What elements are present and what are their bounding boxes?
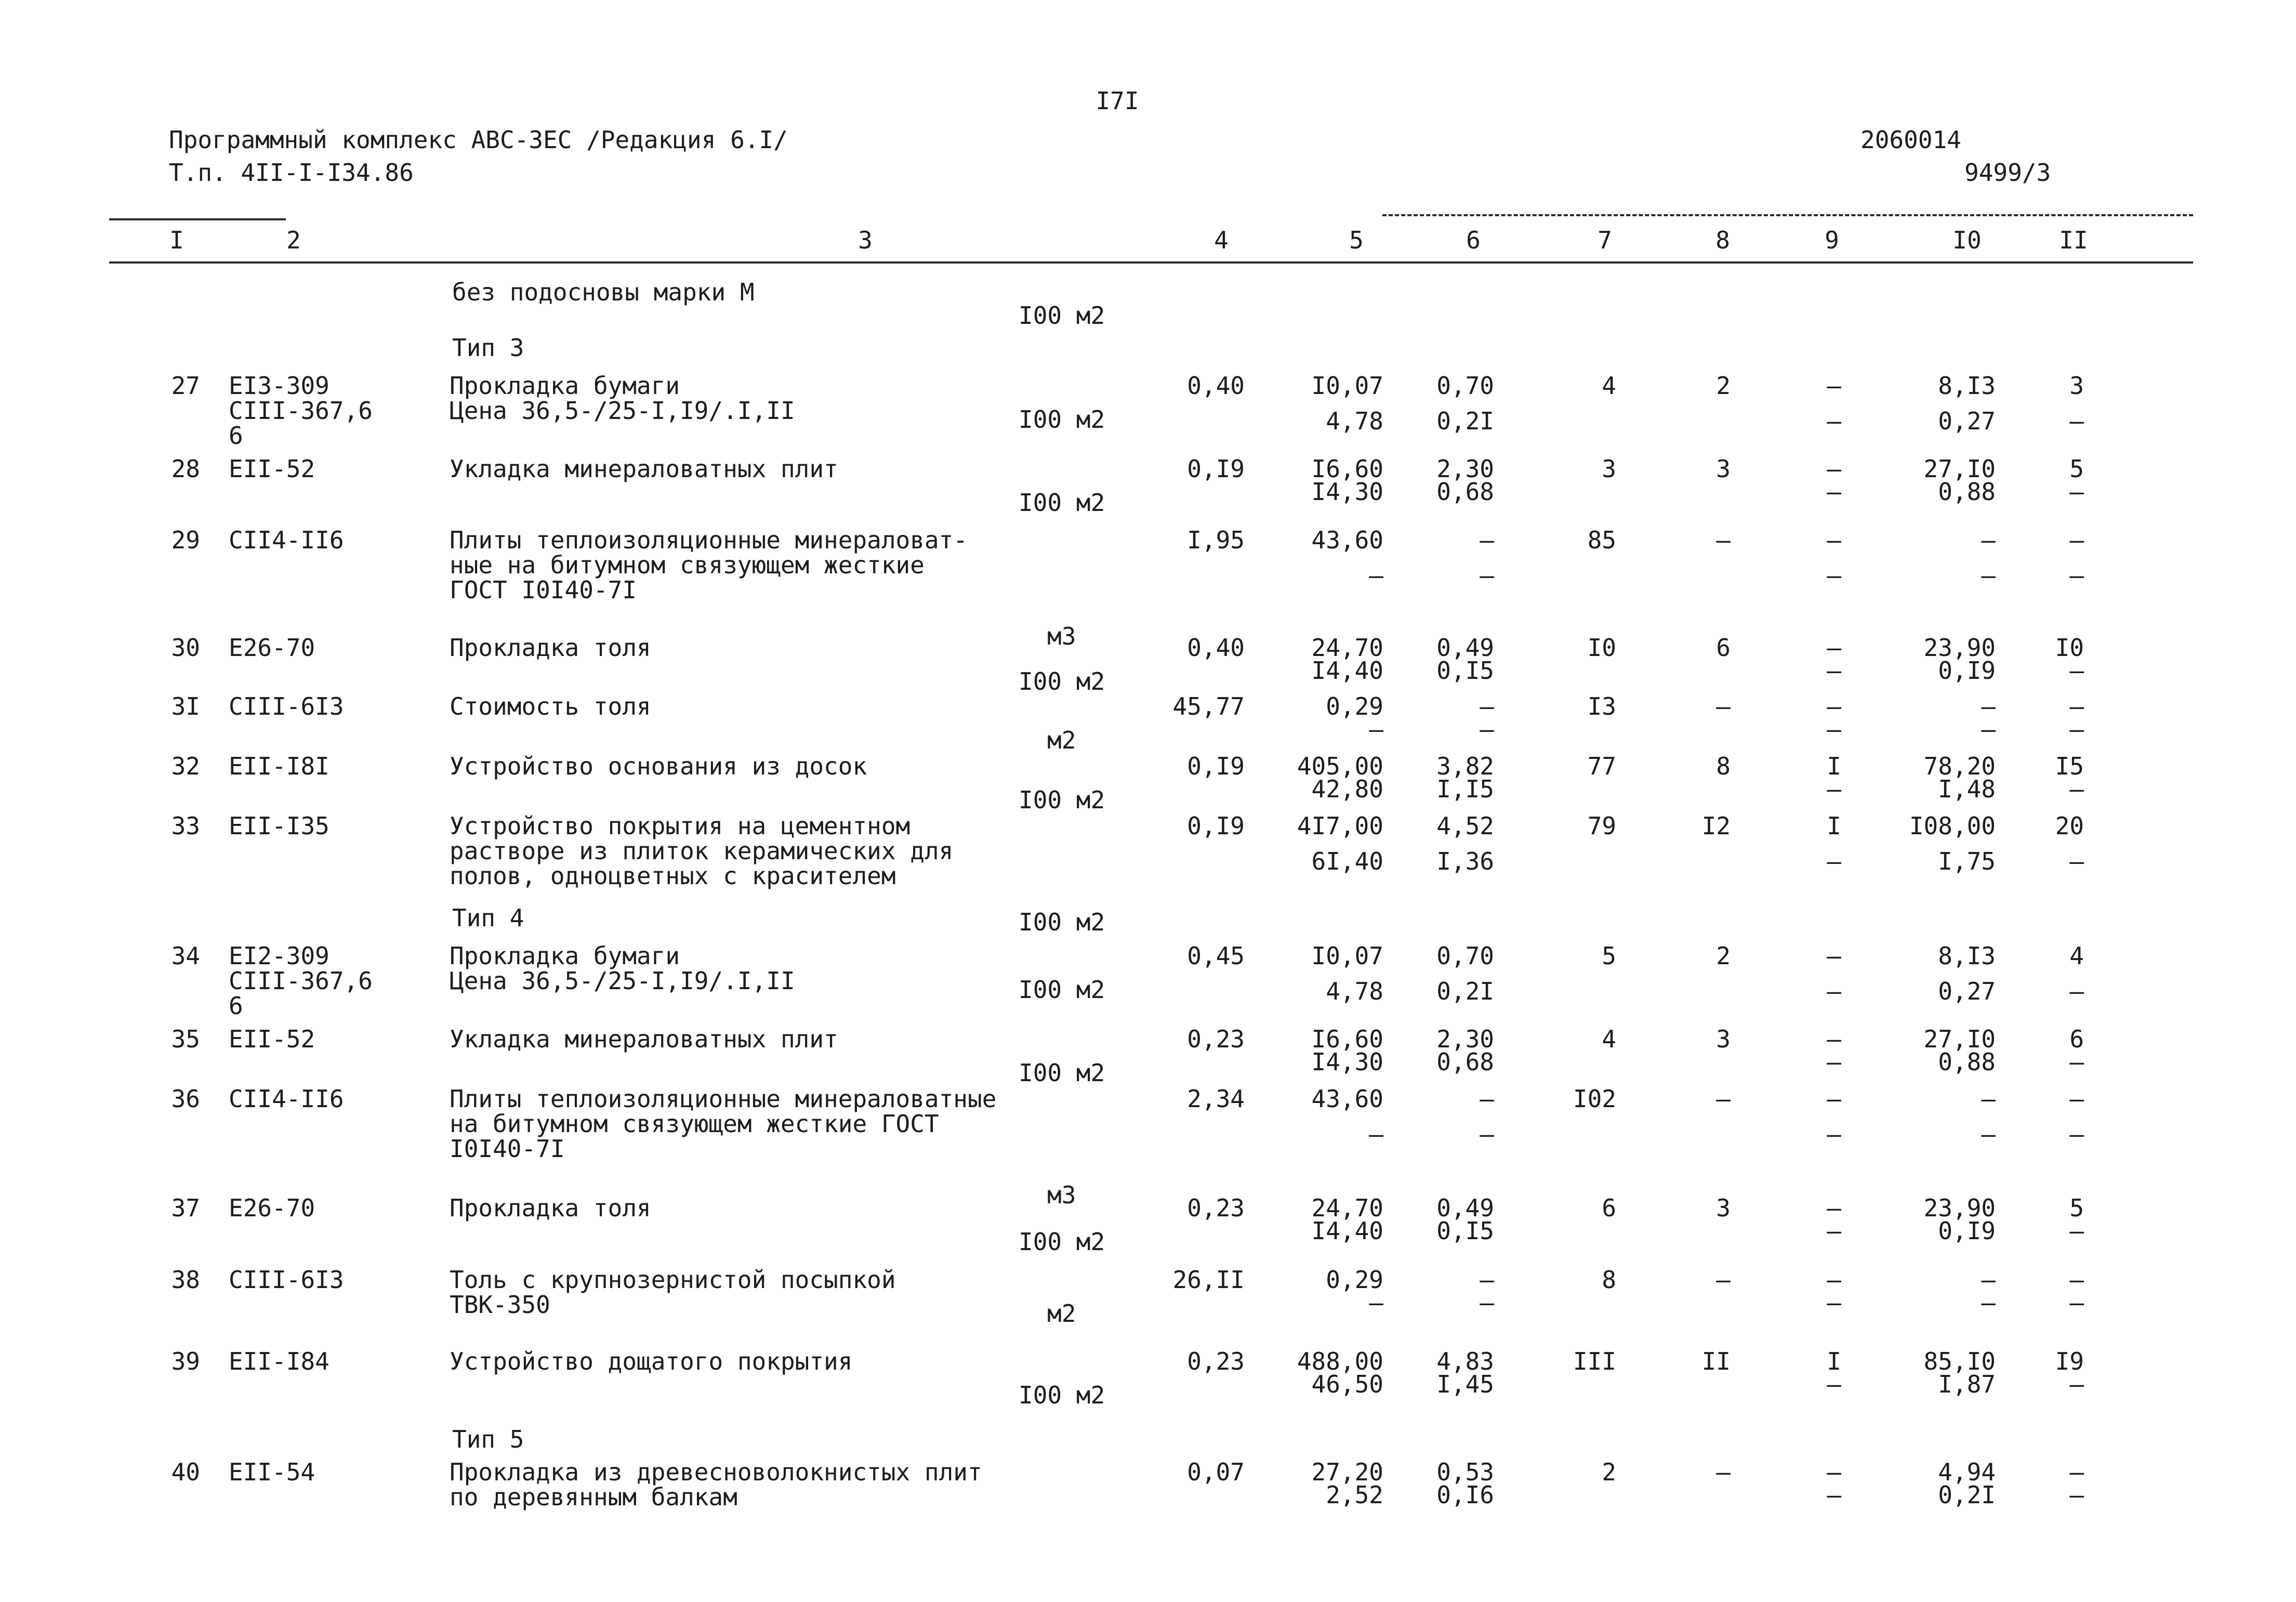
cell-c11a: 3 — [2069, 372, 2084, 400]
cell-c4: 0,23 — [1187, 1025, 1245, 1053]
cell-c9a: – — [1827, 526, 1841, 554]
cell-c6b: 0,68 — [1436, 1048, 1494, 1076]
continuation-unit: I00 м2 — [1019, 301, 1105, 330]
work-description: Плиты теплоизоляционные минераловатные на битумном связующем жесткие ГОСТ I0I40-7I — [450, 1085, 997, 1163]
cell-c5b: I4,30 — [1311, 1048, 1383, 1076]
cell-c11a: 20 — [2055, 812, 2084, 840]
program-title: Программный комплекс АВС-ЗЕС /Редакция 6.I/ — [169, 126, 788, 154]
cell-c8: – — [1716, 526, 1731, 554]
cell-c11b: – — [2069, 1048, 2084, 1076]
work-description: Устройство основания из досок — [450, 752, 867, 780]
cell-c11b: – — [2069, 775, 2084, 803]
cell-c10b: – — [1981, 561, 1996, 589]
cell-c9b: – — [1827, 1120, 1841, 1148]
cell-c8: I2 — [1701, 812, 1731, 840]
cell-c10b: 0,27 — [1938, 977, 1996, 1005]
work-description: Стоимость толя — [450, 692, 651, 720]
cell-c5a: 27,20 — [1311, 1458, 1383, 1486]
cell-c8: 3 — [1716, 455, 1731, 483]
cell-c7: I02 — [1573, 1085, 1616, 1113]
cell-c7: 79 — [1587, 812, 1616, 840]
cell-c5b: 6I,40 — [1311, 847, 1383, 875]
rate-code: EII-52 — [229, 455, 315, 483]
cell-c10b: 0,88 — [1938, 478, 1996, 506]
cell-c5b: 2,52 — [1326, 1481, 1383, 1509]
work-description: Плиты теплоизоляционные минераловат- ные на битумном связующем жесткие ГОСТ I0I40-7I — [450, 526, 968, 604]
row-number: 40 — [171, 1458, 200, 1486]
cell-c9b: – — [1827, 1217, 1841, 1245]
header-rule-left — [109, 218, 286, 220]
cell-c6a: 0,70 — [1436, 372, 1494, 400]
section-title: Тип 4 — [452, 904, 524, 932]
cell-c10a: – — [1981, 692, 1996, 720]
work-description: Прокладка толя — [450, 1194, 651, 1222]
cell-c6b: – — [1480, 715, 1494, 743]
cell-c5a: 43,60 — [1311, 1085, 1383, 1113]
cell-c4: 0,40 — [1187, 372, 1245, 400]
cell-c11b: – — [2069, 478, 2084, 506]
work-description: Укладка минераловатных плит — [450, 1025, 838, 1053]
cell-c5a: I0,07 — [1311, 942, 1383, 970]
rate-code: EII-54 — [229, 1458, 315, 1486]
cell-c7: 6 — [1602, 1194, 1616, 1222]
column-header-11: II — [2059, 226, 2088, 254]
unit-of-measure: I00 м2 — [1019, 405, 1105, 434]
cell-c5a: 4I7,00 — [1297, 812, 1383, 840]
cell-c6a: 2,30 — [1436, 1025, 1494, 1053]
cell-c9b: – — [1827, 1370, 1841, 1398]
cell-c9b: – — [1827, 561, 1841, 589]
unit-of-measure: I00 м2 — [1019, 667, 1105, 695]
cell-c5b: 4,78 — [1326, 977, 1383, 1005]
cell-c4: 0,I9 — [1187, 752, 1245, 780]
unit-of-measure: м2 — [1047, 1299, 1076, 1328]
rate-code: EII-52 — [229, 1025, 315, 1053]
cell-c4: 0,23 — [1187, 1347, 1245, 1375]
cell-c5b: 4,78 — [1326, 407, 1383, 435]
cell-c6b: – — [1480, 561, 1494, 589]
rate-code: EII-I84 — [229, 1347, 329, 1375]
cell-c5a: 24,70 — [1311, 634, 1383, 662]
cell-c9a: – — [1827, 1085, 1841, 1113]
cell-c7: 4 — [1602, 372, 1616, 400]
cell-c9b: – — [1827, 407, 1841, 435]
cell-c5a: I6,60 — [1311, 455, 1383, 483]
cell-c9b: – — [1827, 977, 1841, 1005]
cell-c8: – — [1716, 1458, 1731, 1486]
cell-c8: – — [1716, 1266, 1731, 1294]
row-number: 36 — [171, 1085, 200, 1113]
cell-c10a: 23,90 — [1923, 1194, 1996, 1222]
cell-c9b: – — [1827, 715, 1841, 743]
cell-c9b: – — [1827, 478, 1841, 506]
cell-c5b: – — [1369, 715, 1383, 743]
cell-c6b: I,36 — [1436, 847, 1494, 875]
column-header-6: 6 — [1466, 226, 1481, 254]
cell-c9a: – — [1827, 372, 1841, 400]
cell-c7: I3 — [1587, 692, 1616, 720]
rate-code: E26-70 — [229, 634, 315, 662]
cell-c5a: 24,70 — [1311, 1194, 1383, 1222]
cell-c10b: 0,88 — [1938, 1048, 1996, 1076]
cell-c11a: I9 — [2055, 1347, 2084, 1375]
cell-c11a: – — [2069, 1085, 2084, 1113]
header-rule-bottom — [109, 261, 2193, 264]
cell-c4: 0,23 — [1187, 1194, 1245, 1222]
cell-c10a: 27,I0 — [1923, 455, 1996, 483]
cell-c4: 0,07 — [1187, 1458, 1245, 1486]
cell-c10b: I,48 — [1938, 775, 1996, 803]
cell-c11a: 5 — [2069, 1194, 2084, 1222]
work-description: Прокладка бумаги Цена 36,5-/25-I,I9/.I,II — [450, 372, 795, 425]
column-header-2: 2 — [286, 226, 301, 254]
cell-c10b: I,87 — [1938, 1370, 1996, 1398]
cell-c10a: – — [1981, 1085, 1996, 1113]
row-number: 37 — [171, 1194, 200, 1222]
cell-c11b: – — [2069, 715, 2084, 743]
cell-c11a: 4 — [2069, 942, 2084, 970]
cell-c5a: 405,00 — [1297, 752, 1383, 780]
cell-c6b: – — [1480, 1120, 1494, 1148]
cell-c11b: – — [2069, 1370, 2084, 1398]
cell-c6b: 0,2I — [1436, 407, 1494, 435]
cell-c5b: – — [1369, 561, 1383, 589]
cell-c4: 0,I9 — [1187, 455, 1245, 483]
cell-c9a: – — [1827, 1194, 1841, 1222]
work-description: Прокладка из древесноволокнистых плит по деревянным балкам — [450, 1458, 982, 1511]
cell-c7: 77 — [1587, 752, 1616, 780]
unit-of-measure: I00 м2 — [1019, 1228, 1105, 1256]
cell-c8: 6 — [1716, 634, 1731, 662]
unit-of-measure: I00 м2 — [1019, 489, 1105, 517]
column-header-8: 8 — [1716, 226, 1730, 254]
cell-c11a: I5 — [2055, 752, 2084, 780]
cell-c5b: I4,30 — [1311, 478, 1383, 506]
continuation-description: без подосновы марки М — [452, 278, 755, 306]
cell-c6b: I,45 — [1436, 1370, 1494, 1398]
cell-c10a: 8,I3 — [1938, 942, 1996, 970]
cell-c6b: 0,2I — [1436, 977, 1494, 1005]
cell-c9b: – — [1827, 656, 1841, 685]
cell-c11b: – — [2069, 656, 2084, 685]
column-header-9: 9 — [1825, 226, 1839, 254]
cell-c10a: I08,00 — [1909, 812, 1996, 840]
cell-c9a: – — [1827, 1458, 1841, 1486]
section-title: Тип 5 — [452, 1425, 524, 1453]
rate-code: CII4-II6 — [229, 1085, 344, 1113]
cell-c9b: – — [1827, 847, 1841, 875]
cell-c11b: – — [2069, 847, 2084, 875]
cell-c11b: – — [2069, 1481, 2084, 1509]
unit-of-measure: I00 м2 — [1019, 786, 1105, 814]
cell-c9b: – — [1827, 775, 1841, 803]
cell-c9a: – — [1827, 942, 1841, 970]
cell-c6a: – — [1480, 526, 1494, 554]
cell-c11a: – — [2069, 692, 2084, 720]
cell-c6a: 4,83 — [1436, 1347, 1494, 1375]
header-rule-top-right — [1382, 214, 2193, 216]
cell-c4: I,95 — [1187, 526, 1245, 554]
cell-c6a: – — [1480, 692, 1494, 720]
cell-c6a: 0,49 — [1436, 634, 1494, 662]
page-number: I7I — [1096, 87, 1139, 115]
cell-c6a: – — [1480, 1266, 1494, 1294]
unit-of-measure: м3 — [1047, 622, 1076, 650]
work-description: Укладка минерaловатных плит — [450, 455, 838, 483]
cell-c9a: – — [1827, 692, 1841, 720]
work-description: Толь с крупнозернистой посыпкой ТВК-350 — [450, 1266, 896, 1319]
cell-c10b: 0,2I — [1938, 1481, 1996, 1509]
cell-c6a: 0,49 — [1436, 1194, 1494, 1222]
cell-c8: – — [1716, 1085, 1731, 1113]
cell-c5b: – — [1369, 1289, 1383, 1317]
cell-c8: 2 — [1716, 942, 1731, 970]
cell-c7: 5 — [1602, 942, 1616, 970]
cell-c7: 2 — [1602, 1458, 1616, 1486]
cell-c9b: – — [1827, 1481, 1841, 1509]
cell-c9a: – — [1827, 1025, 1841, 1053]
cell-c9a: – — [1827, 634, 1841, 662]
work-description: Прокладка толя — [450, 634, 651, 662]
column-header-3: 3 — [858, 226, 873, 254]
rate-code: EI2-309 CIII-367,6 6 — [229, 942, 373, 1020]
cell-c10a: 23,90 — [1923, 634, 1996, 662]
cell-c7: 85 — [1587, 526, 1616, 554]
unit-of-measure: I00 м2 — [1019, 976, 1105, 1004]
unit-of-measure: м3 — [1047, 1181, 1076, 1209]
row-number: 33 — [171, 812, 200, 840]
cell-c4: 26,II — [1172, 1266, 1245, 1294]
cell-c4: 0,40 — [1187, 634, 1245, 662]
cell-c11b: – — [2069, 561, 2084, 589]
cell-c10a: 8,I3 — [1938, 372, 1996, 400]
cell-c5a: I6,60 — [1311, 1025, 1383, 1053]
cell-c5b: – — [1369, 1120, 1383, 1148]
cell-c10a: 78,20 — [1923, 752, 1996, 780]
cell-c6b: – — [1480, 1289, 1494, 1317]
cell-c5b: I4,40 — [1311, 1217, 1383, 1245]
rate-code: E26-70 — [229, 1194, 315, 1222]
rate-code: CIII-6I3 — [229, 1266, 344, 1294]
cell-c5a: I0,07 — [1311, 372, 1383, 400]
unit-of-measure: I00 м2 — [1019, 908, 1105, 936]
rate-code: EII-I35 — [229, 812, 329, 840]
cell-c4: 2,34 — [1187, 1085, 1245, 1113]
column-header-5: 5 — [1349, 226, 1364, 254]
row-number: 38 — [171, 1266, 200, 1294]
row-number: 32 — [171, 752, 200, 780]
cell-c6a: 4,52 — [1436, 812, 1494, 840]
document-code: 2060014 — [1860, 126, 1961, 154]
cell-c8: 3 — [1716, 1025, 1731, 1053]
cell-c10b: 0,27 — [1938, 407, 1996, 435]
cell-c11b: – — [2069, 1120, 2084, 1148]
cell-c10b: – — [1981, 1120, 1996, 1148]
cell-c11a: – — [2069, 1458, 2084, 1486]
column-header-10: I0 — [1952, 226, 1982, 254]
cell-c5a: 0,29 — [1326, 1266, 1383, 1294]
cell-c10b: – — [1981, 715, 1996, 743]
cell-c11b: – — [2069, 1289, 2084, 1317]
rate-code: CIII-6I3 — [229, 692, 344, 720]
cell-c5a: 43,60 — [1311, 526, 1383, 554]
cell-c7: 4 — [1602, 1025, 1616, 1053]
cell-c9b: – — [1827, 1289, 1841, 1317]
cell-c9a: I — [1827, 1347, 1841, 1375]
tp-reference: Т.п. 4II-I-I34.86 — [169, 159, 414, 187]
cell-c6b: I,I5 — [1436, 775, 1494, 803]
cell-c6b: 0,I6 — [1436, 1481, 1494, 1509]
cell-c4: 0,45 — [1187, 942, 1245, 970]
unit-of-measure: I00 м2 — [1019, 1381, 1105, 1409]
cell-c8: 2 — [1716, 372, 1731, 400]
cell-c6a: 3,82 — [1436, 752, 1494, 780]
cell-c5b: 42,80 — [1311, 775, 1383, 803]
row-number: 27 — [171, 372, 200, 400]
cell-c6a: 0,53 — [1436, 1458, 1494, 1486]
work-description: Устройство покрытия на цементном растворе из плиток керамических для полов, одноцветных с красителем — [450, 812, 954, 890]
column-header-7: 7 — [1598, 226, 1612, 254]
cell-c11a: I0 — [2055, 634, 2084, 662]
cell-c10b: 0,I9 — [1938, 1217, 1996, 1245]
rate-code: EII-I8I — [229, 752, 329, 780]
cell-c11b: – — [2069, 1217, 2084, 1245]
cell-c4: 45,77 — [1172, 692, 1245, 720]
row-number: 29 — [171, 526, 200, 554]
cell-c6b: 0,I5 — [1436, 1217, 1494, 1245]
cell-c9a: – — [1827, 455, 1841, 483]
cell-c10a: – — [1981, 526, 1996, 554]
cell-c7: 8 — [1602, 1266, 1616, 1294]
rate-code: CII4-II6 — [229, 526, 344, 554]
rate-code: EI3-309 CIII-367,6 6 — [229, 372, 373, 450]
cell-c5a: 488,00 — [1297, 1347, 1383, 1375]
cell-c8: 3 — [1716, 1194, 1731, 1222]
row-number: 34 — [171, 942, 200, 970]
cell-c10a: 4,94 — [1938, 1458, 1996, 1486]
document-number: 9499/3 — [1964, 159, 2051, 187]
cell-c8: II — [1701, 1347, 1731, 1375]
cell-c4: 0,I9 — [1187, 812, 1245, 840]
cell-c9a: I — [1827, 812, 1841, 840]
cell-c9a: – — [1827, 1266, 1841, 1294]
unit-of-measure: м2 — [1047, 726, 1076, 754]
cell-c11a: 6 — [2069, 1025, 2084, 1053]
row-number: 35 — [171, 1025, 200, 1053]
row-number: 3I — [171, 692, 200, 720]
work-description: Прокладка бумаги Цена 36,5-/25-I,I9/.I,II — [450, 942, 795, 995]
cell-c10b: I,75 — [1938, 847, 1996, 875]
cell-c11a: – — [2069, 526, 2084, 554]
cell-c11a: – — [2069, 1266, 2084, 1294]
cell-c11b: – — [2069, 977, 2084, 1005]
row-number: 30 — [171, 634, 200, 662]
cell-c11b: – — [2069, 407, 2084, 435]
cell-c10a: 85,I0 — [1923, 1347, 1996, 1375]
unit-of-measure: I00 м2 — [1019, 1059, 1105, 1087]
cell-c7: 3 — [1602, 455, 1616, 483]
column-header-4: 4 — [1214, 226, 1229, 254]
cell-c6b: 0,I5 — [1436, 656, 1494, 685]
cell-c7: III — [1573, 1347, 1616, 1375]
cell-c8: 8 — [1716, 752, 1731, 780]
cell-c10b: – — [1981, 1289, 1996, 1317]
cell-c8: – — [1716, 692, 1731, 720]
cell-c10a: – — [1981, 1266, 1996, 1294]
work-description: Устройство дощатого покрытия — [450, 1347, 853, 1375]
cell-c5b: 46,50 — [1311, 1370, 1383, 1398]
cell-c5a: 0,29 — [1326, 692, 1383, 720]
cell-c6b: 0,68 — [1436, 478, 1494, 506]
row-number: 39 — [171, 1347, 200, 1375]
column-header-1: I — [169, 226, 184, 254]
cell-c6a: 0,70 — [1436, 942, 1494, 970]
cell-c10a: 27,I0 — [1923, 1025, 1996, 1053]
section-title: Тип 3 — [452, 334, 524, 362]
cell-c9b: – — [1827, 1048, 1841, 1076]
cell-c11a: 5 — [2069, 455, 2084, 483]
cell-c6a: 2,30 — [1436, 455, 1494, 483]
cell-c6a: – — [1480, 1085, 1494, 1113]
row-number: 28 — [171, 455, 200, 483]
cell-c5b: I4,40 — [1311, 656, 1383, 685]
cell-c7: I0 — [1587, 634, 1616, 662]
cell-c10b: 0,I9 — [1938, 656, 1996, 685]
cell-c9a: I — [1827, 752, 1841, 780]
